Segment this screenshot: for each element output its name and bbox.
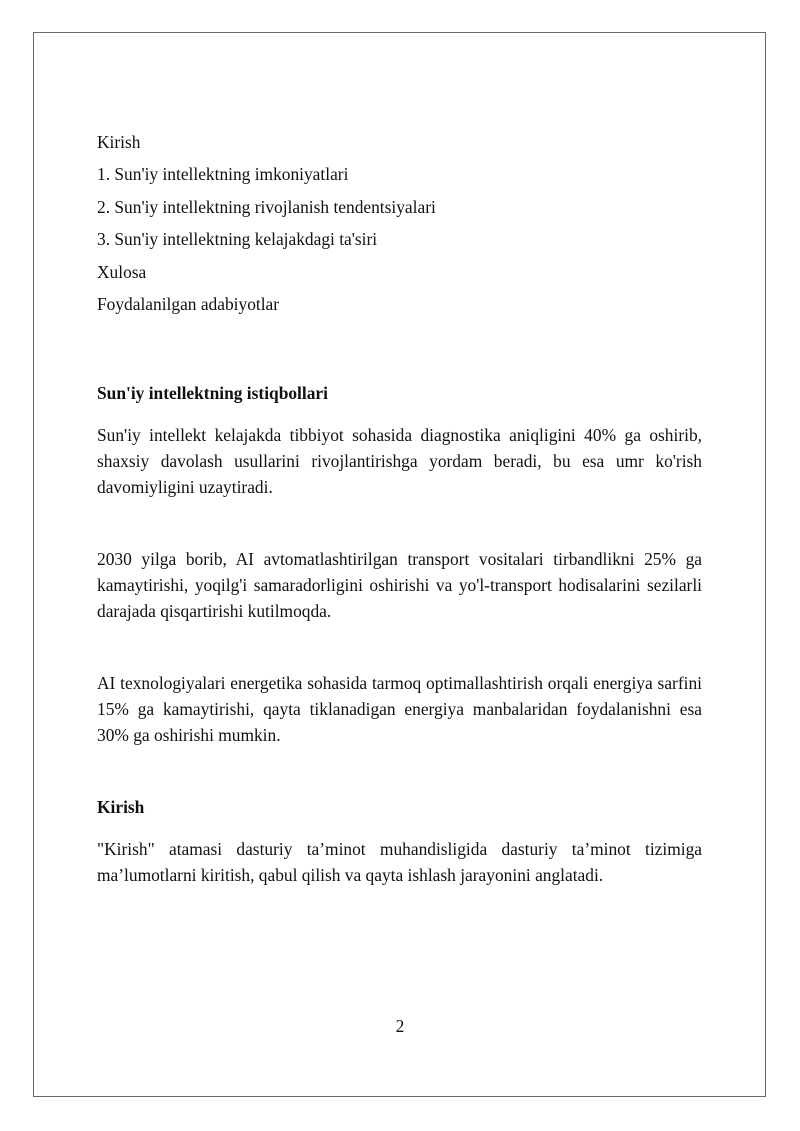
paragraph-medicine: Sun'iy intellekt kelajakda tibbiyot sohasida diagnostika aniqligini 40% ga oshirib, shaxsiy davolash usullarini rivojlantirishga yordam beradi, bu esa umr ko'rish davomiyligini uzaytiradi. xyxy=(97,425,702,498)
section-heading-introduction: Kirish xyxy=(97,797,145,818)
document-body xyxy=(97,126,702,888)
toc-item-chapter-1: 1. Sun'iy intellektning imkoniyatlari xyxy=(97,164,349,185)
section-heading-prospects: Sun'iy intellektning istiqbollari xyxy=(97,383,328,404)
toc-item-chapter-3: 3. Sun'iy intellektning kelajakdagi ta'siri xyxy=(97,229,378,250)
table-of-contents xyxy=(97,126,702,320)
toc-item-introduction: Kirish xyxy=(97,132,141,152)
toc-item-references: Foydalanilgan adabiyotlar xyxy=(97,293,280,314)
paragraph-introduction: "Kirish" atamasi dasturiy ta’minot muhandisligida dasturiy ta’minot tizimiga ma’lumotlarni kiritish, qabul qilish va qayta ishlash jarayonini anglatadi. xyxy=(97,839,702,886)
paragraph-transport: 2030 yilga borib, AI avtomatlashtirilgan transport vositalari tirbandlikni 25% ga kamaytirishi, yoqilg'i samaradorligini oshirishi va yo'l-transport hodisalarini sezilarli darajada qisqartirishi kutilmoqda. xyxy=(97,549,702,622)
toc-item-conclusion: Xulosa xyxy=(97,261,147,282)
toc-item-chapter-2: 2. Sun'iy intellektning rivojlanish tendentsiyalari xyxy=(97,196,436,217)
page-number: 2 xyxy=(395,1016,405,1036)
paragraph-energy: AI texnologiyalari energetika sohasida tarmoq optimallashtirish orqali energiya sarfini 15% ga kamaytirishi, qayta tiklanadigan energiya manbalaridan foydalanishni esa 30% ga oshirishi mumkin. xyxy=(97,673,702,746)
